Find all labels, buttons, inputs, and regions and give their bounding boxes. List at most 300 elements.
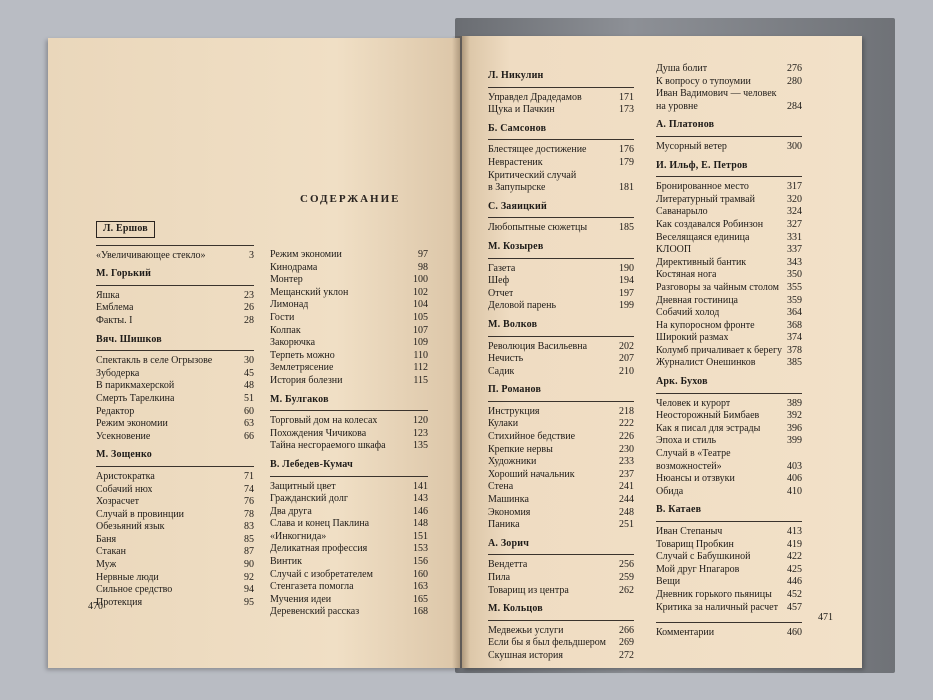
toc-entry [656,551,802,564]
entry-title: Обида [656,485,684,497]
toc-entry [270,325,428,338]
entry-page: 419 [787,538,802,550]
entry-page: 403 [787,460,802,472]
entry-title: Факты. I [96,314,133,326]
toc-entry [656,448,802,461]
entry-page: 350 [787,269,802,281]
entry-page: 457 [787,601,802,613]
entry-title: Спектакль в селе Огрызове [96,355,213,367]
entry-page: 355 [787,281,802,293]
left-column-1 [96,221,254,609]
toc-entry [270,287,428,300]
toc-entry [96,290,254,303]
right-column-2 [656,63,802,640]
entry-page: 410 [787,485,802,497]
toc-entry [656,486,802,499]
entry-title: Кулаки [488,418,519,430]
entry-title: Сильное средство [96,584,173,596]
entry-title: Управдел Драдедамов [488,91,582,103]
entry-title: в Запупырске [488,182,546,194]
entry-title: Инструкция [488,405,540,417]
toc-entry [656,410,802,423]
toc-entry [656,257,802,270]
entry-title: Экономия [488,506,531,518]
entry-page: 413 [787,526,802,537]
entry-page: 90 [244,559,254,571]
toc-entry [96,431,254,444]
entry-page: 151 [413,530,428,542]
toc-entry [488,92,634,105]
entry-title: «Увеличивающее стекло» [96,249,206,261]
entry-title: Дневник горького пьяницы [656,588,772,600]
entry-page: 248 [619,506,634,518]
toc-entry [488,406,634,419]
toc-entry [656,295,802,308]
entry-page: 120 [413,415,428,427]
entry-page: 300 [787,140,802,152]
entry-page: 30 [244,355,254,367]
entry-page: 446 [787,576,802,588]
entry-page: 23 [244,289,254,301]
entry-page: 109 [413,337,428,349]
entry-page: 45 [244,367,254,379]
toc-entry [270,274,428,287]
section-rule [96,350,254,351]
entry-page: 272 [619,649,634,661]
toc-entry [656,76,802,89]
entry-page: 237 [619,468,634,480]
entry-title: Случай с Бабушкиной [656,551,751,563]
author-heading: И. Ильф, Е. Петров [656,159,748,171]
toc-entry [96,380,254,393]
entry-title: Емблема [96,302,134,314]
entry-title: Иван Вадимович — человек [656,88,777,100]
entry-page: 324 [787,206,802,218]
author-heading: А. Зорич [488,537,530,549]
toc-entry [488,170,634,183]
toc-entry [96,315,254,328]
entry-page: 190 [619,262,634,274]
toc-entry [96,484,254,497]
entry-title: Нервные люди [96,571,159,583]
entry-title: Баня [96,533,117,545]
entry-title: Блестящее достижение [488,144,587,156]
entry-page: 276 [787,63,802,74]
entry-title: Мещанский уклон [270,286,349,298]
toc-entry [488,431,634,444]
entry-page: 374 [787,332,802,344]
toc-entry [656,473,802,486]
toc-entry [96,406,254,419]
toc-entry [96,521,254,534]
toc-entry [488,456,634,469]
entry-page: 197 [619,287,634,299]
entry-title: На купоросном фронте [656,319,755,331]
entry-page: 266 [619,624,634,636]
entry-page: 76 [244,496,254,508]
entry-page: 28 [244,314,254,326]
toc-entry [488,144,634,157]
entry-title: Дневная гостиница [656,294,738,306]
toc-entry [96,597,254,610]
entry-title: Яшка [96,289,120,301]
toc-entry [270,299,428,312]
section-rule [488,620,634,621]
entry-page: 181 [619,182,634,194]
toc-entry [656,576,802,589]
entry-page: 74 [244,483,254,495]
entry-title: Стенгазета помогла [270,581,354,593]
entry-page: 48 [244,380,254,392]
toc-entry [656,307,802,320]
toc-entry [270,556,428,569]
entry-title: Защитный цвет [270,480,336,492]
toc-entry [488,288,634,301]
page-number-right: 471 [818,612,833,623]
toc-entry [270,362,428,375]
entry-page: 94 [244,584,254,596]
entry-title: Торговый дом на колесах [270,415,378,427]
toc-entry [656,282,802,295]
entry-page: 222 [619,418,634,430]
entry-title: Винтик [270,556,302,568]
toc-entry [488,469,634,482]
section-rule [270,410,428,411]
entry-title: Зубодерка [96,367,140,379]
toc-entry [270,581,428,594]
entry-page: 100 [413,274,428,286]
entry-page: 97 [418,249,428,260]
toc-entry [270,569,428,582]
entry-title: Стакан [96,546,126,558]
author-heading: П. Романов [488,384,542,396]
toc-entry [488,341,634,354]
entry-page: 226 [619,431,634,443]
entry-title: Вендетта [488,559,528,571]
section-rule [96,285,254,286]
entry-title: Колумб причаливает к берегу [656,344,783,356]
toc-entry [656,357,802,370]
entry-title: Иван Степаныч [656,526,723,537]
entry-title: Режим экономии [96,418,168,430]
toc-entry [270,428,428,441]
entry-title: Неосторожный Бимбаев [656,410,760,422]
toc-entry [270,337,428,350]
entry-page: 392 [787,410,802,422]
entry-page: 185 [619,222,634,234]
entry-title: Пила [488,572,511,583]
entry-title: Собачий нюх [96,483,153,495]
entry-page: 396 [787,422,802,434]
entry-title: Случай в провинции [96,508,185,520]
entry-page: 422 [787,551,802,563]
section-rule [488,554,634,555]
entry-page: 389 [787,397,802,409]
entry-page: 452 [787,588,802,600]
entry-title: Случай в «Театре [656,448,731,460]
entry-title: В парикмахерской [96,380,175,392]
toc-entry [656,627,802,640]
toc-entry [656,526,802,539]
entry-page [798,448,802,461]
entry-title: Редактор [96,405,135,417]
entry-page: 83 [244,521,254,533]
author-heading: Б. Самсонов [488,122,547,134]
entry-page: 179 [619,156,634,168]
toc-entry [488,182,634,195]
entry-page: 102 [413,286,428,298]
toc-entry [270,415,428,428]
entry-title: Журналист Онешинков [656,357,756,369]
entry-title: Мусорный ветер [656,140,727,152]
entry-title: Деловой парень [488,300,557,312]
toc-entry [96,572,254,585]
entry-page: 66 [244,430,254,442]
entry-title: Комментарии [656,627,715,639]
entry-page: 146 [413,505,428,517]
entry-title: Смерть Тарелкина [96,392,175,404]
entry-title: Отчет [488,287,514,299]
entry-page [630,170,634,183]
toc-entry [488,300,634,313]
entry-title: Гости [270,311,295,323]
entry-page: 168 [413,606,428,618]
toc-entry [270,375,428,388]
toc-entry [270,543,428,556]
entry-title: История болезни [270,374,343,386]
entry-title: Нечисть [488,353,524,365]
entry-page: 331 [787,231,802,243]
entry-page: 359 [787,294,802,306]
entry-page: 218 [619,405,634,417]
entry-title: Щука и Пачкин [488,104,555,116]
toc-entry [656,101,802,114]
entry-page: 165 [413,593,428,605]
entry-title: Неврастеник [488,156,543,168]
toc-entry [656,141,802,154]
toc-entry [656,206,802,219]
toc-entry [488,444,634,457]
entry-page: 112 [413,362,428,374]
toc-entry [270,606,428,619]
author-heading: М. Горький [96,268,152,280]
section-rule [656,521,802,522]
entry-title: возможностей» [656,460,722,472]
toc-entry [656,398,802,411]
entry-title: Саванарыло [656,206,708,218]
toc-entry [488,366,634,379]
entry-page: 269 [619,637,634,649]
toc-entry [96,393,254,406]
section-rule [488,139,634,140]
toc-entry [488,559,634,572]
entry-page: 51 [244,392,254,404]
entry-title: Хозрасчет [96,496,140,508]
toc-entry [96,584,254,597]
entry-title: Землетрясение [270,362,334,374]
entry-title: Терпеть можно [270,349,335,361]
toc-entry [656,88,802,101]
entry-page: 364 [787,307,802,319]
entry-page: 368 [787,319,802,331]
toc-entry [656,539,802,552]
entry-title: Вещи [656,576,681,588]
entry-page: 104 [413,299,428,311]
toc-entry [96,418,254,431]
entry-page: 343 [787,256,802,268]
entry-page: 385 [787,357,802,369]
section-rule [96,466,254,467]
entry-title: Крепкие нервы [488,443,553,455]
book-gutter [452,36,470,668]
entry-title: Критика за наличный расчет [656,601,778,613]
toc-entry [488,353,634,366]
entry-page: 87 [244,546,254,558]
toc-entry [488,275,634,288]
toc-entry [656,181,802,194]
entry-page: 107 [413,324,428,336]
author-heading: М. Зощенко [96,449,152,461]
entry-title: Тайна несгораемого шкафа [270,440,386,452]
entry-page: 110 [413,349,428,361]
entry-title: Колпак [270,324,301,336]
toc-entry [656,423,802,436]
entry-page: 202 [619,340,634,352]
toc-entry [270,312,428,325]
section-rule [656,176,802,177]
entry-title: Стихийное бедствие [488,431,576,443]
section-rule [488,87,634,88]
entry-title: Монтер [270,274,303,286]
entry-page: 230 [619,443,634,455]
entry-page: 63 [244,418,254,430]
toc-entry [656,219,802,232]
section-rule [488,258,634,259]
entry-title: Гражданский долг [270,493,348,505]
toc-entry [656,461,802,474]
entry-title: Обезьяний язык [96,521,165,533]
entry-title: Случай с изобретателем [270,568,373,580]
toc-entry [270,594,428,607]
entry-page: 280 [787,75,802,87]
toc-entry [656,345,802,358]
entry-title: Паника [488,519,520,531]
author-heading: А. Платонов [656,119,715,131]
entry-title: Любопытные сюжетцы [488,222,588,234]
toc-entry [488,519,634,532]
entry-title: Лимонад [270,299,309,311]
entry-page: 320 [787,193,802,205]
toc-entry [488,637,634,650]
toc-entry [656,564,802,577]
entry-title: Нюансы и отзвуки [656,473,735,485]
toc-entry [488,650,634,663]
entry-title: Товарищ из центра [488,584,569,596]
toc-entry [96,534,254,547]
entry-page: 173 [619,104,634,116]
author-heading: В. Лебедев-Кумач [270,458,353,470]
toc-entry [656,232,802,245]
entry-page: 251 [619,519,634,531]
left-column-2 [270,249,428,619]
entry-page: 210 [619,365,634,377]
entry-title: КЛООП [656,244,692,256]
author-heading: М. Волков [488,318,538,330]
author-heading: С. Заяицкий [488,200,547,212]
toc-entry [96,471,254,484]
author-heading: Л. Ершов [96,221,155,238]
entry-page [798,88,802,101]
toc-entry [488,418,634,431]
toc-entry [656,435,802,448]
entry-title: Критический случай [488,169,577,181]
entry-title: Деревенский рассказ [270,606,360,618]
entry-page: 199 [619,300,634,312]
toc-entry [270,350,428,363]
toc-entry [96,368,254,381]
toc-entry [96,250,254,263]
entry-title: на уровне [656,100,698,112]
entry-page: 244 [619,494,634,506]
entry-title: Шеф [488,275,510,287]
toc-entry [96,546,254,559]
entry-title: Машинка [488,494,529,506]
section-rule [488,336,634,337]
entry-page: 92 [244,571,254,583]
toc-entry [656,602,802,615]
entry-title: Деликатная профессия [270,543,368,555]
entry-title: Садик [488,365,515,377]
author-heading: Арк. Бухов [656,376,708,388]
toc-entry [488,263,634,276]
entry-title: Бронированное место [656,181,749,193]
entry-title: Закорючка [270,337,316,349]
entry-page: 78 [244,508,254,520]
entry-page: 71 [244,470,254,482]
toc-entry [488,104,634,117]
entry-page: 98 [418,261,428,273]
section-rule [656,393,802,394]
entry-title: Два друга [270,505,312,517]
section-rule [270,476,428,477]
toc-entry [488,572,634,585]
toc-entry [270,262,428,275]
right-column-1 [488,70,634,663]
entry-title: Мучения идеи [270,593,332,605]
entry-page: 153 [413,543,428,555]
entry-page: 105 [413,311,428,323]
toc-entry [656,589,802,602]
entry-title: Режим экономии [270,249,342,260]
entry-page: 95 [244,596,254,608]
entry-page: 171 [619,91,634,103]
toc-entry [488,157,634,170]
author-heading: Вяч. Шишков [96,333,162,345]
author-heading: М. Кольцов [488,603,543,615]
entry-page: 3 [249,249,254,261]
entry-title: Широкий размах [656,332,729,344]
entry-title: Человек и курорт [656,397,731,409]
entry-title: Аристократка [96,470,155,482]
toc-entry [270,506,428,519]
toc-entry [656,194,802,207]
toc-entry [96,496,254,509]
toc-entry [656,332,802,345]
entry-title: Похождения Чичикова [270,427,367,439]
entry-title: Слава и конец Паклина [270,518,370,530]
entry-title: Как создавался Робинзон [656,218,764,230]
entry-page: 460 [787,627,802,639]
